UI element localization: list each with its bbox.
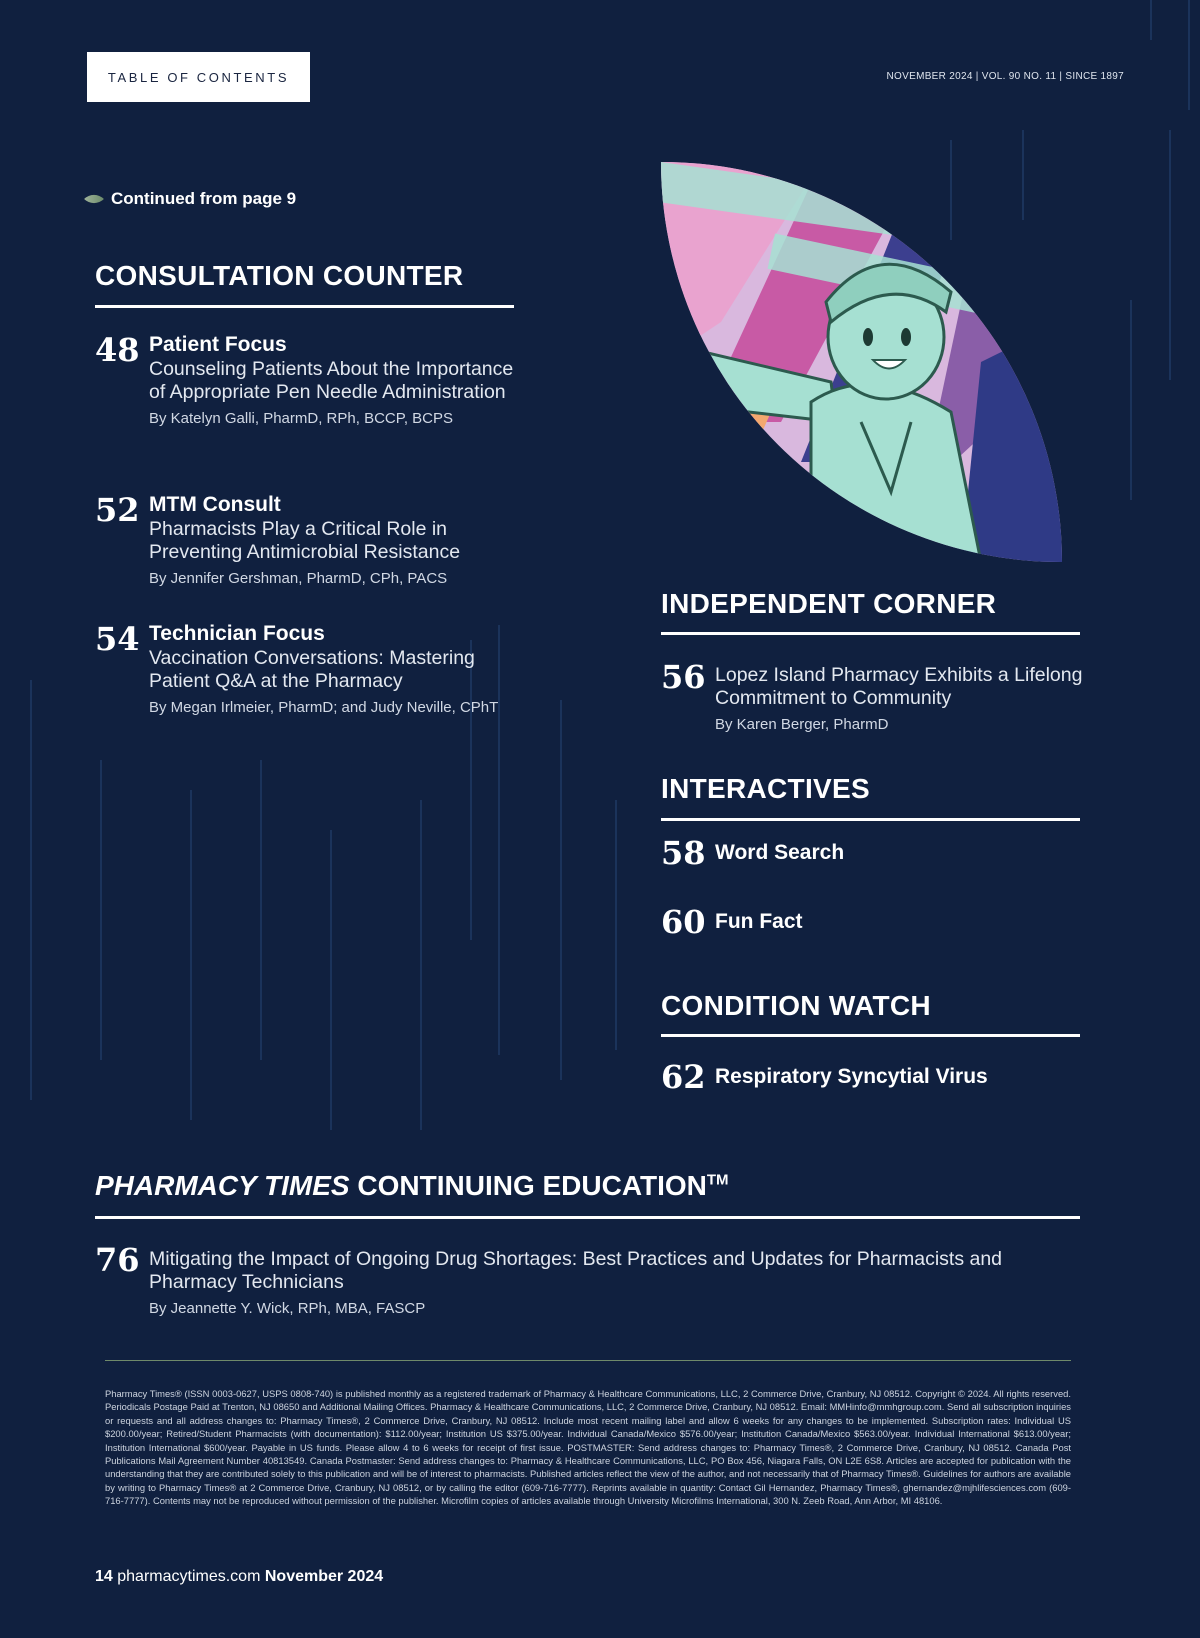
department-label: MTM Consult [149, 493, 281, 516]
byline: By Jennifer Gershman, PharmD, CPh, PACS [149, 570, 448, 587]
toc-entry[interactable] [661, 659, 1091, 736]
continued-note [87, 189, 296, 209]
toc-entry[interactable] [95, 332, 515, 430]
footer-divider [105, 1360, 1071, 1361]
byline: By Karen Berger, PharmD [715, 716, 889, 733]
department-label: Word Search [715, 841, 845, 864]
folio-site[interactable]: pharmacytimes.com [117, 1568, 261, 1585]
folio-page-number: 14 [95, 1568, 113, 1585]
toc-entry[interactable] [95, 621, 515, 719]
department-label: Technician Focus [149, 622, 325, 645]
consultation-heading: CONSULTATION COUNTER [95, 260, 464, 291]
page-number: 60 [661, 903, 706, 941]
department-label: Fun Fact [715, 910, 803, 933]
page-number: 58 [661, 834, 706, 872]
masthead: NOVEMBER 2024 | VOL. 90 NO. 11 | SINCE 1897 [886, 71, 1124, 82]
department-label: Respiratory Syncytial Virus [715, 1065, 988, 1088]
section-rule [95, 1216, 1080, 1219]
independent-heading: INDEPENDENT CORNER [661, 588, 997, 619]
byline: By Megan Irlmeier, PharmD; and Judy Neville, CPhT [149, 699, 499, 716]
page-number: 54 [95, 620, 140, 658]
toc-entry[interactable] [95, 1242, 1085, 1320]
ce-heading [95, 1170, 729, 1202]
section-rule [661, 818, 1080, 821]
toc-entry[interactable] [95, 492, 515, 590]
byline: By Jeannette Y. Wick, RPh, MBA, FASCP [149, 1300, 426, 1317]
department-label: Patient Focus [149, 333, 287, 356]
publisher-statement: Pharmacy Times® (ISSN 0003-0627, USPS 0808-740) is published monthly as a registered trademark of Pharmacy & Healthcare Communications, LLC, 2 Commerce Drive, Cranbury, NJ 08512. Copyright © 2024. All rights reserved. Periodicals Postage Paid at Trenton, NJ 08650 and Additional Mailing Offices. Pharmacy & Healthcare Communications, LLC, 2 Commerce Drive, Cranbury, NJ 08512. Email: MMHinfo@mmhgroup.com. Send all subscription inquiries or requests and all address changes to: Pharmacy Times®, 2 Commerce Drive, Cranbury, NJ 08512. Include most recent mailing label and allow 6 weeks for any changes to be implemented. Subscription rates: Individual US $200.00/year; Retired/Student Pharmacists (with documentation): $112.00/year; Institution US $375.00/year. Individual Canada/Mexico $576.00/year; Institution Canada/Mexico $563.00/year. Individual International $613.00/year; Institution International $600/year. Payable in US funds. Please allow 4 to 6 weeks for receipt of first issue. POSTMASTER: Send address changes to: Pharmacy Times®, 2 Commerce Drive, Cranbury, NJ 08512. Canada Post Publications Mail Agreement Number 40813549. Canada Postmaster: Send address changes to: Pharmacy & Healthcare Communications, LLC, PO Box 456, Niagara Falls, ON L2E 6S8. Articles are accepted for publication with the understanding that they are contributed solely to this publication and will be of interest to pharmacists. Published articles reflect the view of the author, and not necessarily that of Pharmacy Times®. Guidelines for authors are available by writing to Pharmacy Times® at 2 Commerce Drive, Cranbury, NJ 08512, or by calling the editor (609-716-7777). Reprints available in quantity: Contact Gil Hernandez, Pharmacy Times®, ghernandez@mjhlifesciences.com (609-716-7777). Contents may not be reproduced without permission of the publisher. Microfilm copies of articles available through University Microfilms International, 300 N. Zeeb Road, Ann Arbor, MI 48106. [105, 1388, 1071, 1507]
trademark-mark: TM [706, 1171, 729, 1189]
continued-text: Continued from page 9 [111, 189, 297, 208]
ce-heading-brand: PHARMACY TIMES [95, 1170, 350, 1201]
toc-entry[interactable] [661, 1059, 1091, 1095]
article-title: Counseling Patients About the Importance of Appropriate Pen Needle Administration [149, 358, 514, 403]
interactives-heading: INTERACTIVES [661, 773, 870, 804]
article-title: Pharmacists Play a Critical Role in Preventing Antimicrobial Resistance [149, 518, 461, 563]
page-number: 56 [661, 658, 706, 696]
article-title: Lopez Island Pharmacy Exhibits a Lifelong Commitment to Community [715, 664, 1083, 709]
page-number: 76 [95, 1241, 140, 1279]
leaf-icon [84, 189, 104, 209]
article-title: Mitigating the Impact of Ongoing Drug Shortages: Best Practices and Updates for Pharmacists and Pharmacy Technicians [149, 1248, 1003, 1293]
section-rule [95, 305, 514, 308]
pharmacist-illustration [661, 162, 1062, 562]
toc-entry[interactable] [661, 904, 1081, 940]
condition-heading: CONDITION WATCH [661, 990, 931, 1021]
section-rule [661, 632, 1080, 635]
folio [95, 1568, 383, 1586]
folio-date: November 2024 [264, 1568, 384, 1585]
byline: By Katelyn Galli, PharmD, RPh, BCCP, BCPS [149, 410, 453, 427]
page-number: 62 [661, 1058, 706, 1096]
toc-entry[interactable] [661, 835, 1081, 871]
page-number: 48 [95, 331, 140, 369]
page-number: 52 [95, 491, 140, 529]
table-of-contents-label: TABLE OF CONTENTS [87, 52, 310, 102]
article-title: Vaccination Conversations: Mastering Patient Q&A at the Pharmacy [149, 647, 475, 692]
ce-heading-rest: CONTINUING EDUCATION [357, 1170, 707, 1201]
section-rule [661, 1034, 1080, 1037]
